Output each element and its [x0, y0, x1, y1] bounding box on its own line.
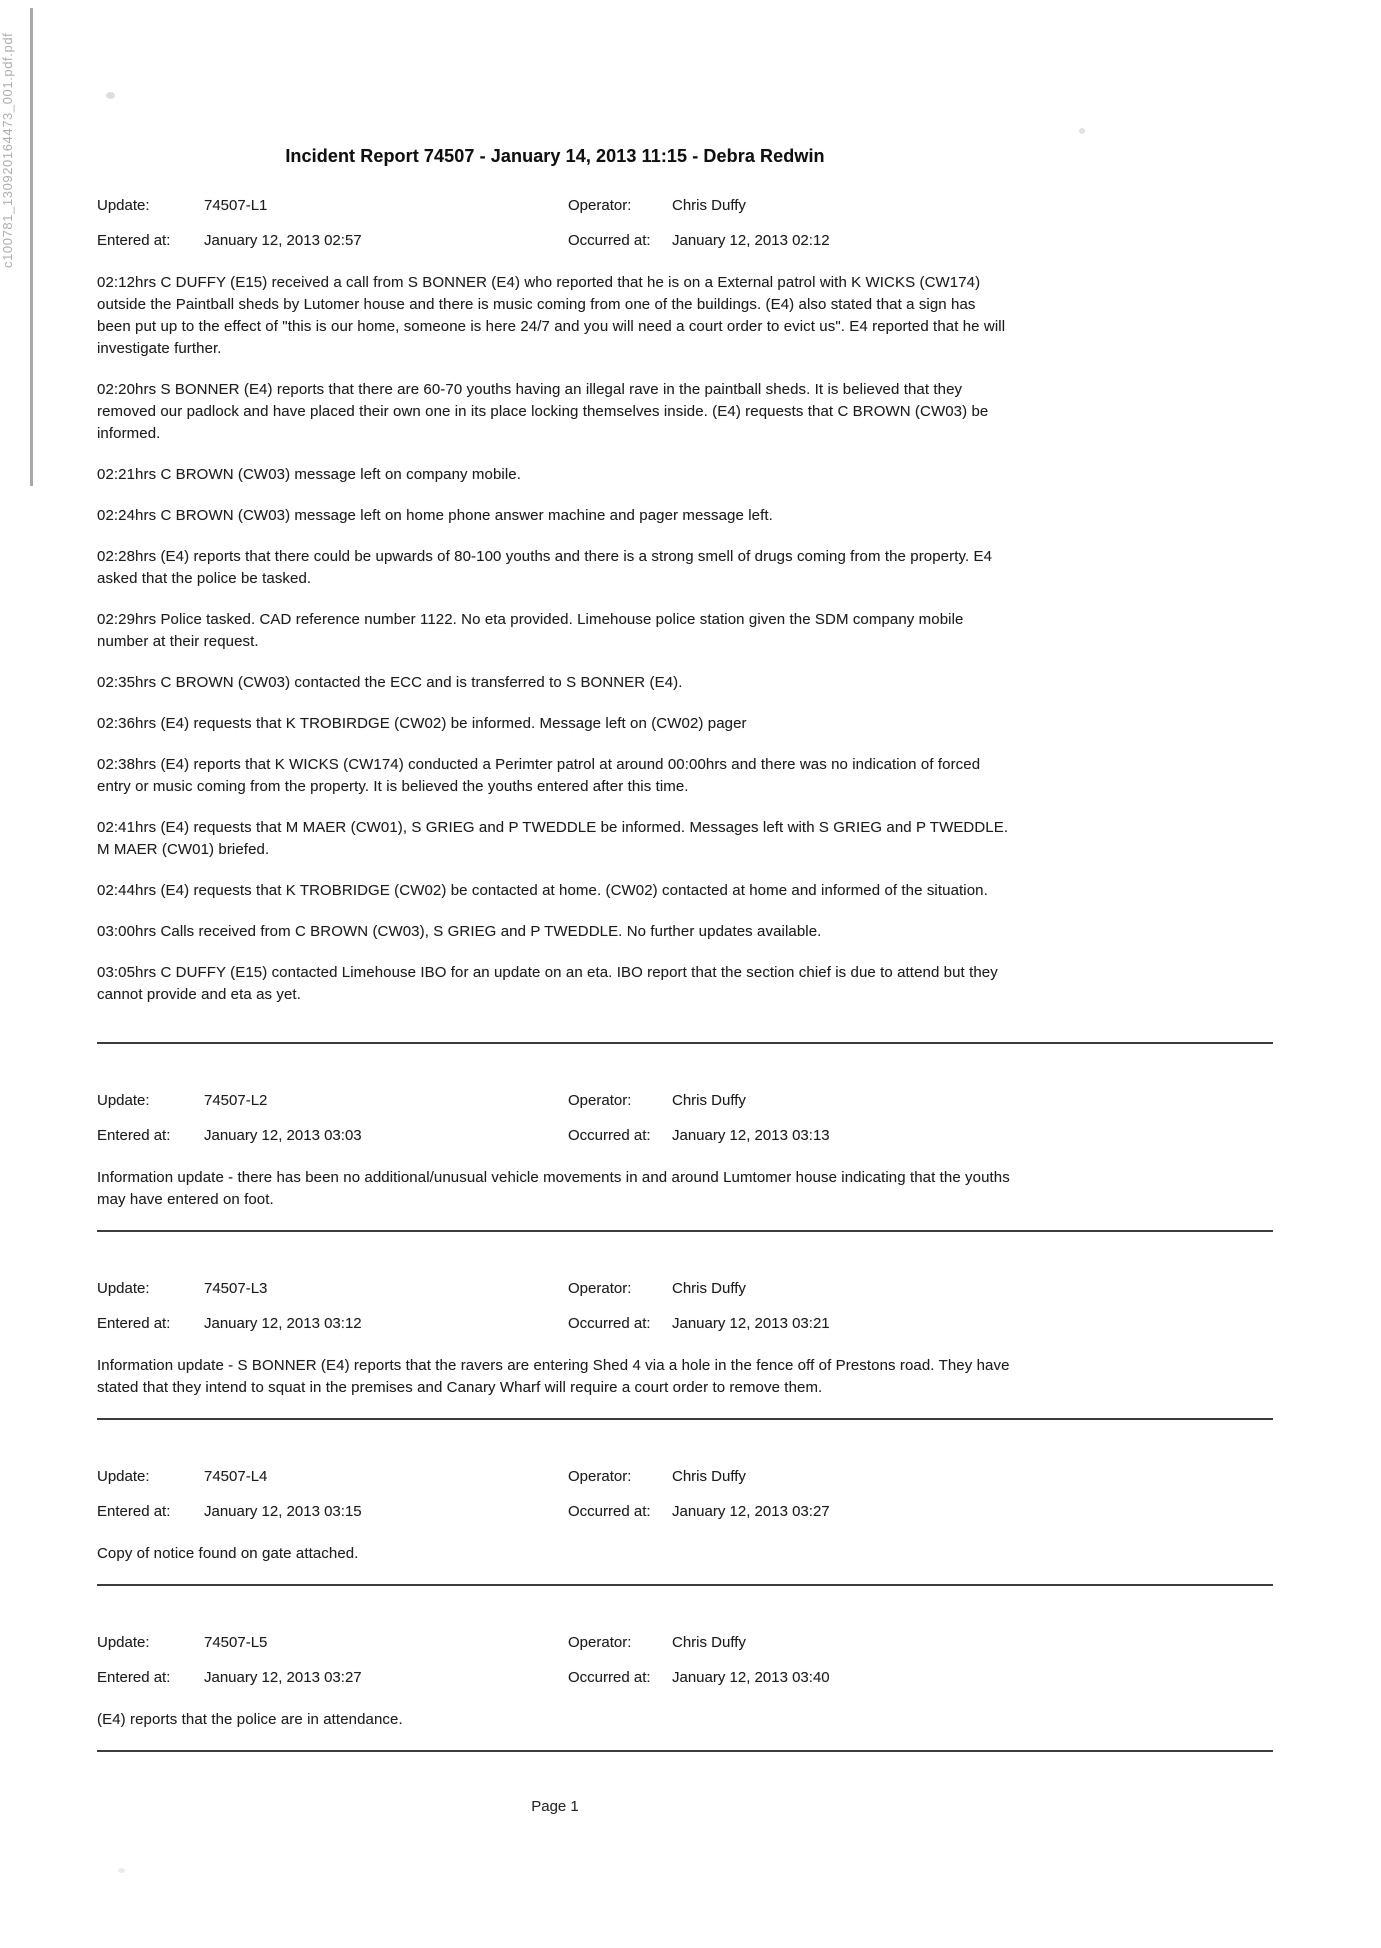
incident-update-section [97, 195, 1281, 1044]
entered-at-value: January 12, 2013 03:12 [204, 1315, 362, 1332]
report-paragraph: 02:41hrs (E4) requests that M MAER (CW01), S GRIEG and P TWEDDLE be informed. Messages left with S GRIEG and P TWEDDLE. M MAER (CW01) briefed. [97, 819, 1009, 858]
report-paragraph: 02:28hrs (E4) reports that there could be upwards of 80-100 youths and there is a strong smell of drugs coming from the property. E4 asked that the police be tasked. [97, 548, 993, 587]
report-paragraph: Information update - there has been no additional/unusual vehicle movements in and around Lumtomer house indicating that the youths may have entered on foot. [97, 1169, 1010, 1208]
operator-name: Chris Duffy [672, 1634, 746, 1651]
update-id: 74507-L1 [204, 197, 268, 214]
report-paragraph: 03:00hrs Calls received from C BROWN (CW03), S GRIEG and P TWEDDLE. No further updates available. [97, 923, 822, 940]
scan-artifact [106, 92, 115, 99]
report-paragraph: 02:38hrs (E4) reports that K WICKS (CW174) conducted a Perimter patrol at around 00:00hrs and there was no indication of forced entry or music coming from the property. It is believed the youths entered after this time. [97, 756, 981, 795]
incident-update-section [97, 1278, 1281, 1420]
section-body [97, 272, 1013, 1006]
page-title: Incident Report 74507 - January 14, 2013 11:15 - Debra Redwin [285, 146, 825, 166]
report-paragraph: 02:24hrs C BROWN (CW03) message left on home phone answer machine and pager message left. [97, 507, 773, 524]
report-paragraph: 02:20hrs S BONNER (E4) reports that there are 60-70 youths having an illegal rave in the paintball sheds. It is believed that they removed our padlock and have placed their own one in its place locking themselves inside. (E4) requests that C BROWN (CW03) be informed. [97, 381, 989, 442]
update-label: Update: [97, 1092, 150, 1109]
update-id: 74507-L4 [204, 1468, 268, 1485]
entered-at-value: January 12, 2013 02:57 [204, 232, 362, 249]
report-paragraph: Copy of notice found on gate attached. [97, 1545, 359, 1562]
entered-at-label: Entered at: [97, 1315, 171, 1332]
operator-label: Operator: [568, 1634, 632, 1651]
update-id: 74507-L2 [204, 1092, 268, 1109]
occurred-at-value: January 12, 2013 03:13 [672, 1127, 830, 1144]
report-paragraph: 02:35hrs C BROWN (CW03) contacted the ECC and is transferred to S BONNER (E4). [97, 674, 683, 691]
section-body [97, 1709, 1013, 1731]
scan-filename-vertical-text: c100781_130920164473_001.pdf.pdf [0, 32, 15, 268]
section-divider [97, 1230, 1273, 1232]
occurred-at-value: January 12, 2013 03:40 [672, 1669, 830, 1686]
entered-at-label: Entered at: [97, 232, 171, 249]
section-divider [97, 1750, 1273, 1752]
update-label: Update: [97, 1468, 150, 1485]
operator-name: Chris Duffy [672, 197, 746, 214]
entered-at-label: Entered at: [97, 1669, 171, 1686]
occurred-at-value: January 12, 2013 03:21 [672, 1315, 830, 1332]
document-content [97, 146, 1281, 1815]
occurred-at-value: January 12, 2013 02:12 [672, 232, 830, 249]
occurred-at-label: Occurred at: [568, 1503, 651, 1520]
section-body [97, 1167, 1013, 1211]
update-id: 74507-L3 [204, 1280, 268, 1297]
section-body [97, 1543, 1013, 1565]
operator-label: Operator: [568, 197, 632, 214]
report-paragraph: 02:44hrs (E4) requests that K TROBRIDGE (CW02) be contacted at home. (CW02) contacted at home and informed of the situation. [97, 882, 988, 899]
report-paragraph: Information update - S BONNER (E4) reports that the ravers are entering Shed 4 via a hole in the fence off of Prestons road. They have stated that they intend to squat in the premises and Canary Wharf will require a court order to remove them. [97, 1357, 1010, 1396]
operator-name: Chris Duffy [672, 1280, 746, 1297]
report-paragraph: 02:21hrs C BROWN (CW03) message left on company mobile. [97, 466, 521, 483]
section-divider [97, 1042, 1273, 1044]
scan-edge-line [30, 8, 33, 486]
section-divider [97, 1418, 1273, 1420]
section-meta [97, 1466, 1013, 1523]
report-paragraph: 03:05hrs C DUFFY (E15) contacted Limehouse IBO for an update on an eta. IBO report that the section chief is due to attend but they cannot provide and eta as yet. [97, 964, 998, 1003]
occurred-at-label: Occurred at: [568, 1669, 651, 1686]
scan-artifact [1079, 128, 1085, 134]
incident-update-section [97, 1632, 1281, 1752]
occurred-at-label: Occurred at: [568, 232, 651, 249]
report-paragraph: (E4) reports that the police are in attendance. [97, 1711, 403, 1728]
update-label: Update: [97, 1634, 150, 1651]
sections-container [97, 195, 1281, 1752]
report-paragraph: 02:29hrs Police tasked. CAD reference number 1122. No eta provided. Limehouse police station given the SDM company mobile number at their request. [97, 611, 964, 650]
operator-label: Operator: [568, 1468, 632, 1485]
report-paragraph: 02:12hrs C DUFFY (E15) received a call from S BONNER (E4) who reported that he is on a External patrol with K WICKS (CW174) outside the Paintball sheds by Lutomer house and there is music coming from one of the buildings. (E4) also stated that a sign has been put up to the effect of "this is our home, someone is here 24/7 and you will need a court order to evict us". E4 reported that he will investigate further. [97, 274, 1006, 357]
entered-at-label: Entered at: [97, 1127, 171, 1144]
page-footer: Page 1 [531, 1798, 579, 1815]
section-divider [97, 1584, 1273, 1586]
entered-at-value: January 12, 2013 03:15 [204, 1503, 362, 1520]
incident-update-section [97, 1466, 1281, 1586]
section-meta [97, 1090, 1013, 1147]
report-paragraph: 02:36hrs (E4) requests that K TROBIRDGE (CW02) be informed. Message left on (CW02) pager [97, 715, 747, 732]
operator-label: Operator: [568, 1092, 632, 1109]
section-meta [97, 195, 1013, 252]
scan-artifact [118, 1868, 125, 1873]
incident-update-section [97, 1090, 1281, 1232]
operator-name: Chris Duffy [672, 1468, 746, 1485]
section-meta [97, 1632, 1013, 1689]
entered-at-value: January 12, 2013 03:03 [204, 1127, 362, 1144]
operator-label: Operator: [568, 1280, 632, 1297]
entered-at-label: Entered at: [97, 1503, 171, 1520]
update-label: Update: [97, 197, 150, 214]
section-body [97, 1355, 1013, 1399]
entered-at-value: January 12, 2013 03:27 [204, 1669, 362, 1686]
operator-name: Chris Duffy [672, 1092, 746, 1109]
occurred-at-value: January 12, 2013 03:27 [672, 1503, 830, 1520]
update-id: 74507-L5 [204, 1634, 268, 1651]
section-meta [97, 1278, 1013, 1335]
update-label: Update: [97, 1280, 150, 1297]
occurred-at-label: Occurred at: [568, 1315, 651, 1332]
occurred-at-label: Occurred at: [568, 1127, 651, 1144]
